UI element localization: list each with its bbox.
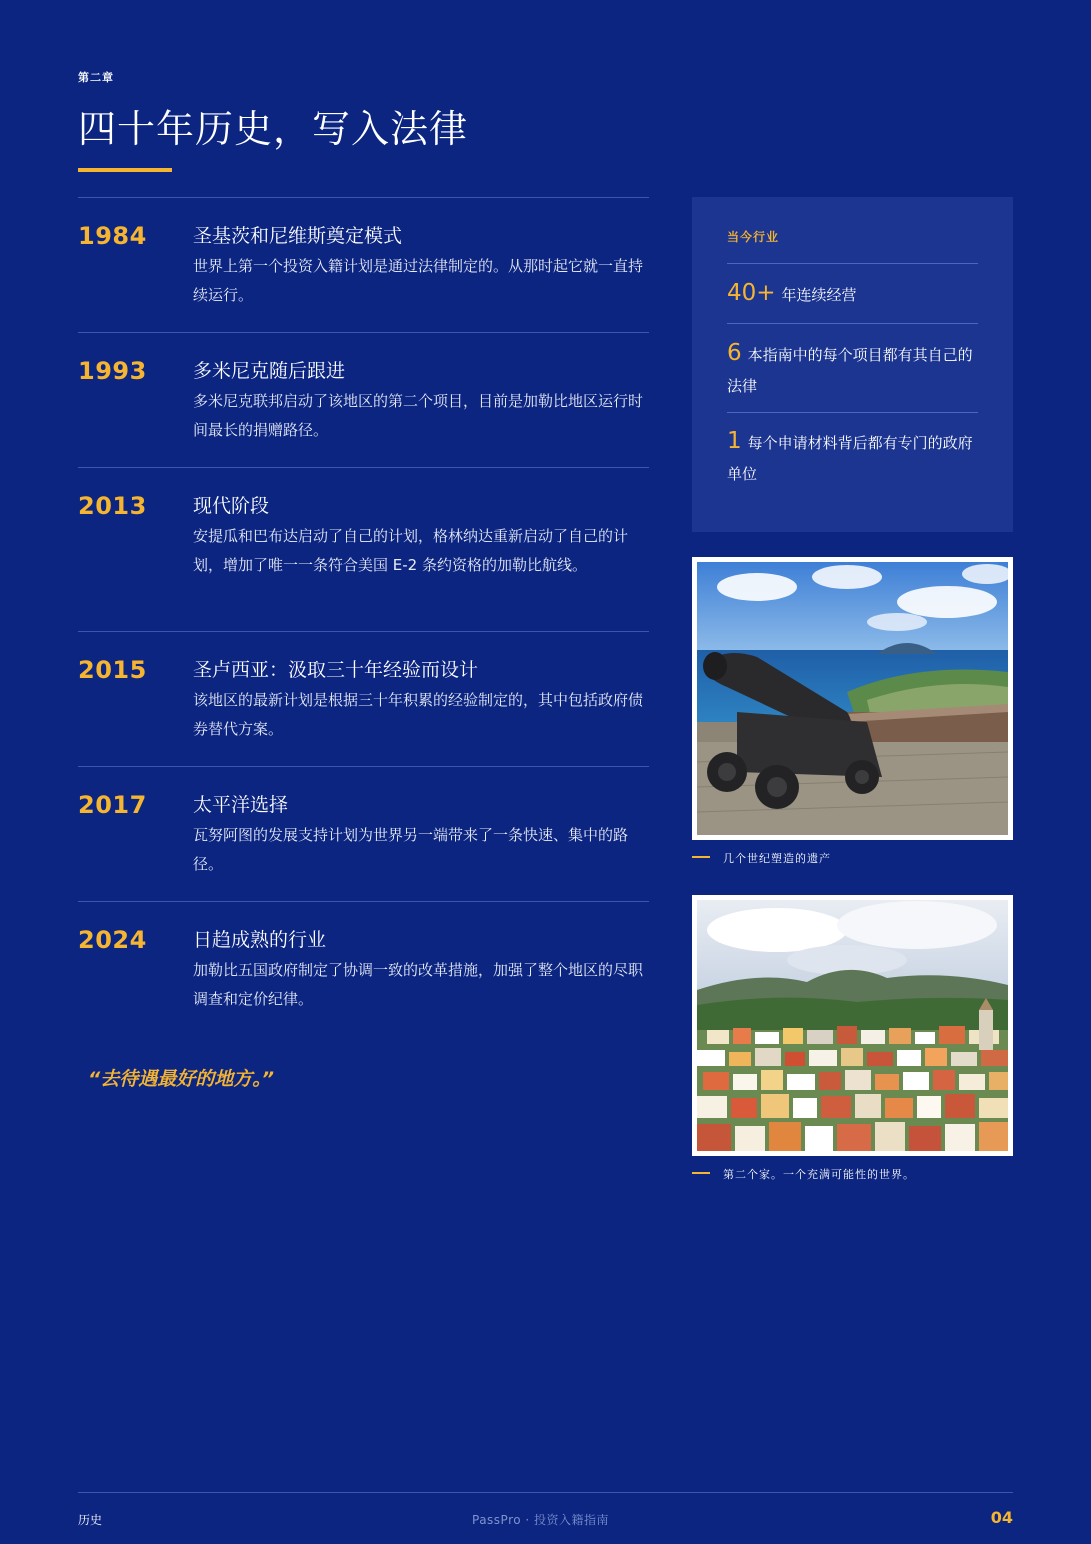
caption-text: 第二个家。一个充满可能性的世界。 [723,1168,915,1181]
timeline-heading: 圣基茨和尼维斯奠定模式 [193,225,403,247]
timeline-year: 1993 [78,357,147,385]
page-number: 04 [990,1508,1013,1527]
timeline-entry [78,468,649,632]
town-photo-illustration [697,900,1008,1151]
timeline-body: 多米尼克联邦启动了该地区的第二个项目，目前是加勒比地区运行时间最长的捐赠路径。 [193,392,644,439]
timeline-heading: 日趋成熟的行业 [193,929,327,951]
timeline-heading: 圣卢西亚：汲取三十年经验而设计 [193,659,479,681]
stats-divider [727,412,978,413]
stat-text: 本指南中的每个项目都有其自己的法律 [727,346,973,395]
caption-text: 几个世纪塑造的遗产 [723,852,831,865]
footer-brand: PassPro · 投资入籍指南 [472,1513,610,1527]
stats-panel [692,197,1013,532]
photo-caption [692,1166,915,1182]
timeline-heading: 多米尼克随后跟进 [193,360,346,382]
timeline [78,197,649,1037]
timeline-body: 安提瓜和巴布达启动了自己的计划，格林纳达重新启动了自己的计划，增加了唯一一条符合美国 E-2 条约资格的加勒比航线。 [193,527,629,574]
timeline-body: 加勒比五国政府制定了协调一致的改革措施，加强了整个地区的尽职调查和定价纪律。 [193,961,644,1008]
stats-divider [727,263,978,264]
photo-caption [692,850,831,866]
stat-item [727,338,978,402]
footer-divider [78,1492,1013,1493]
timeline-entry [78,198,649,333]
stat-text: 每个申请材料背后都有专门的政府单位 [727,434,973,483]
timeline-entry [78,902,649,1037]
page-title: 四十年历史，写入法律 [78,107,469,151]
timeline-year: 2017 [78,791,147,819]
stat-number: 6 [727,340,742,366]
footer-section: 历史 [78,1513,103,1527]
cannon-photo-illustration [697,562,1008,835]
caption-dash [692,856,710,858]
town-photo [692,895,1013,1156]
pull-quote: “去待遇最好的地方。” [88,1068,274,1090]
cannon-fortress-photo [692,557,1013,840]
stat-text: 年连续经营 [781,286,857,304]
stat-item [727,278,978,311]
timeline-year: 2015 [78,656,147,684]
timeline-year: 1984 [78,222,147,250]
timeline-body: 瓦努阿图的发展支持计划为世界另一端带来了一条快速、集中的路径。 [193,826,629,873]
stats-label: 当今行业 [727,230,780,244]
timeline-entry [78,767,649,902]
stat-number: 1 [727,428,742,454]
timeline-heading: 太平洋选择 [193,794,289,816]
stats-divider [727,323,978,324]
timeline-entry [78,632,649,767]
timeline-year: 2013 [78,492,147,520]
chapter-label: 第二章 [78,71,114,84]
title-underline [78,168,172,172]
timeline-year: 2024 [78,926,147,954]
timeline-body: 该地区的最新计划是根据三十年积累的经验制定的，其中包括政府债券替代方案。 [193,691,644,738]
stat-item [727,426,978,490]
timeline-entry [78,333,649,468]
caption-dash [692,1172,710,1174]
timeline-heading: 现代阶段 [193,495,270,517]
stat-number: 40+ [727,280,776,306]
timeline-body: 世界上第一个投资入籍计划是通过法律制定的。从那时起它就一直持续运行。 [193,257,644,304]
